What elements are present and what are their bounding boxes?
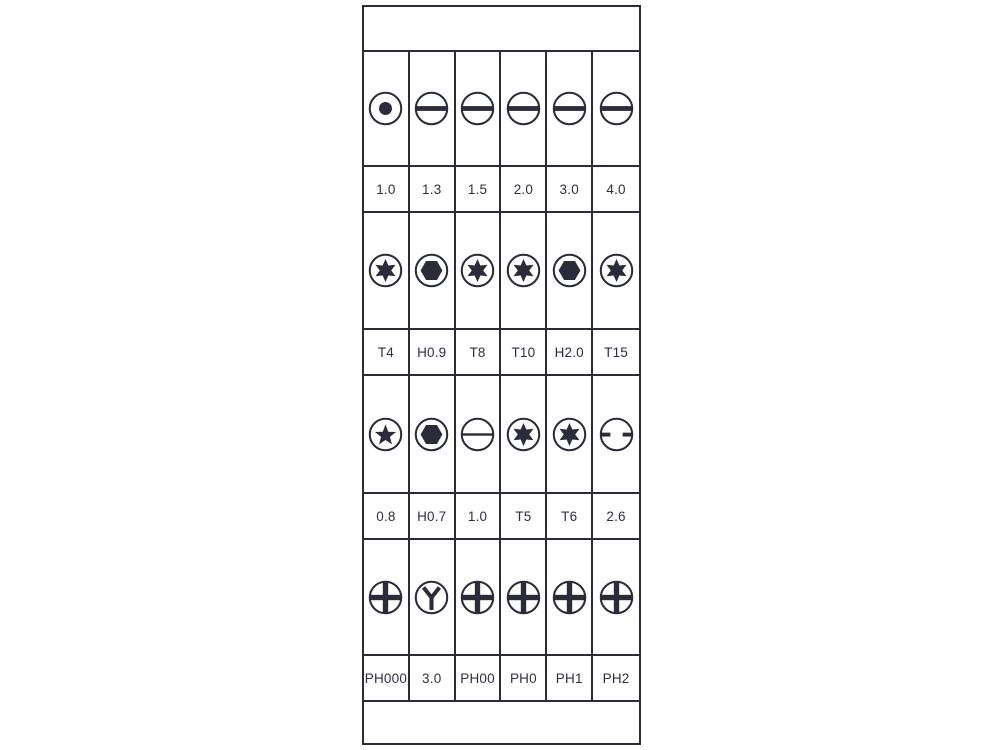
bit-size-label: 1.5 <box>456 167 502 213</box>
torx-bit-icon <box>598 252 635 289</box>
bit-icon-cell <box>456 540 502 656</box>
bit-grid <box>364 52 639 702</box>
bit-size-label: H0.9 <box>410 330 456 376</box>
bit-size-label: T8 <box>456 330 502 376</box>
bit-icon-cell <box>547 540 593 656</box>
phillips-bit-icon <box>505 579 542 616</box>
bit-icon-cell <box>410 376 456 494</box>
bit-icon-cell <box>501 540 547 656</box>
hex-bit-icon <box>413 252 450 289</box>
slotted-bit-icon <box>505 90 542 127</box>
bit-icon-cell <box>593 540 639 656</box>
phillips-bit-icon <box>551 579 588 616</box>
bit-icon-cell <box>456 52 502 167</box>
bit-icon-cell <box>501 376 547 494</box>
bit-size-label: T6 <box>547 494 593 540</box>
phillips-bit-icon <box>598 579 635 616</box>
phillips-bit-icon <box>367 579 404 616</box>
bit-size-label: 2.0 <box>501 167 547 213</box>
bit-icon-cell <box>593 213 639 330</box>
bit-size-label: PH00 <box>456 656 502 702</box>
dot-bit-icon <box>367 90 404 127</box>
bit-set-panel <box>362 5 641 745</box>
bit-size-label: 0.8 <box>364 494 410 540</box>
slotted-bit-icon <box>413 90 450 127</box>
slotted-split-bit-icon <box>598 416 635 453</box>
bit-icon-cell <box>364 376 410 494</box>
torx-bit-icon <box>505 252 542 289</box>
panel-header <box>364 7 639 52</box>
bit-size-label: 1.0 <box>364 167 410 213</box>
bit-icon-cell <box>593 52 639 167</box>
bit-size-label: 2.6 <box>593 494 639 540</box>
bit-size-label: 1.3 <box>410 167 456 213</box>
bit-size-label: H2.0 <box>547 330 593 376</box>
bit-size-label: 4.0 <box>593 167 639 213</box>
torx-bit-icon <box>505 416 542 453</box>
bit-icon-cell <box>364 52 410 167</box>
bit-size-label: PH000 <box>364 656 410 702</box>
bit-icon-cell <box>501 52 547 167</box>
torx-bit-icon <box>367 252 404 289</box>
bit-icon-cell <box>410 540 456 656</box>
bit-size-label: PH0 <box>501 656 547 702</box>
bit-size-label: T10 <box>501 330 547 376</box>
tripoint-bit-icon <box>413 579 450 616</box>
bit-size-label: 1.0 <box>456 494 502 540</box>
bit-size-label: PH2 <box>593 656 639 702</box>
bit-icon-cell <box>456 213 502 330</box>
pentalobe-bit-icon <box>367 416 404 453</box>
bit-icon-cell <box>410 213 456 330</box>
bit-size-label: H0.7 <box>410 494 456 540</box>
bit-size-label: PH1 <box>547 656 593 702</box>
bit-icon-cell <box>547 213 593 330</box>
bit-size-label: 3.0 <box>410 656 456 702</box>
slotted-bit-icon <box>459 90 496 127</box>
bit-icon-cell <box>547 52 593 167</box>
bit-icon-cell <box>364 540 410 656</box>
bit-icon-cell <box>547 376 593 494</box>
bit-icon-cell <box>501 213 547 330</box>
hex-bit-icon <box>551 252 588 289</box>
bit-size-label: 3.0 <box>547 167 593 213</box>
bit-icon-cell <box>593 376 639 494</box>
bit-icon-cell <box>410 52 456 167</box>
bit-size-label: T15 <box>593 330 639 376</box>
slotted-bit-icon <box>598 90 635 127</box>
bit-icon-cell <box>364 213 410 330</box>
bit-size-label: T4 <box>364 330 410 376</box>
slotted-bit-icon <box>551 90 588 127</box>
panel-footer <box>364 702 639 743</box>
bit-icon-cell <box>456 376 502 494</box>
torx-bit-icon <box>551 416 588 453</box>
phillips-bit-icon <box>459 579 496 616</box>
torx-bit-icon <box>459 252 496 289</box>
bit-size-label: T5 <box>501 494 547 540</box>
hex-bit-icon <box>413 416 450 453</box>
slotted-thin-bit-icon <box>459 416 496 453</box>
